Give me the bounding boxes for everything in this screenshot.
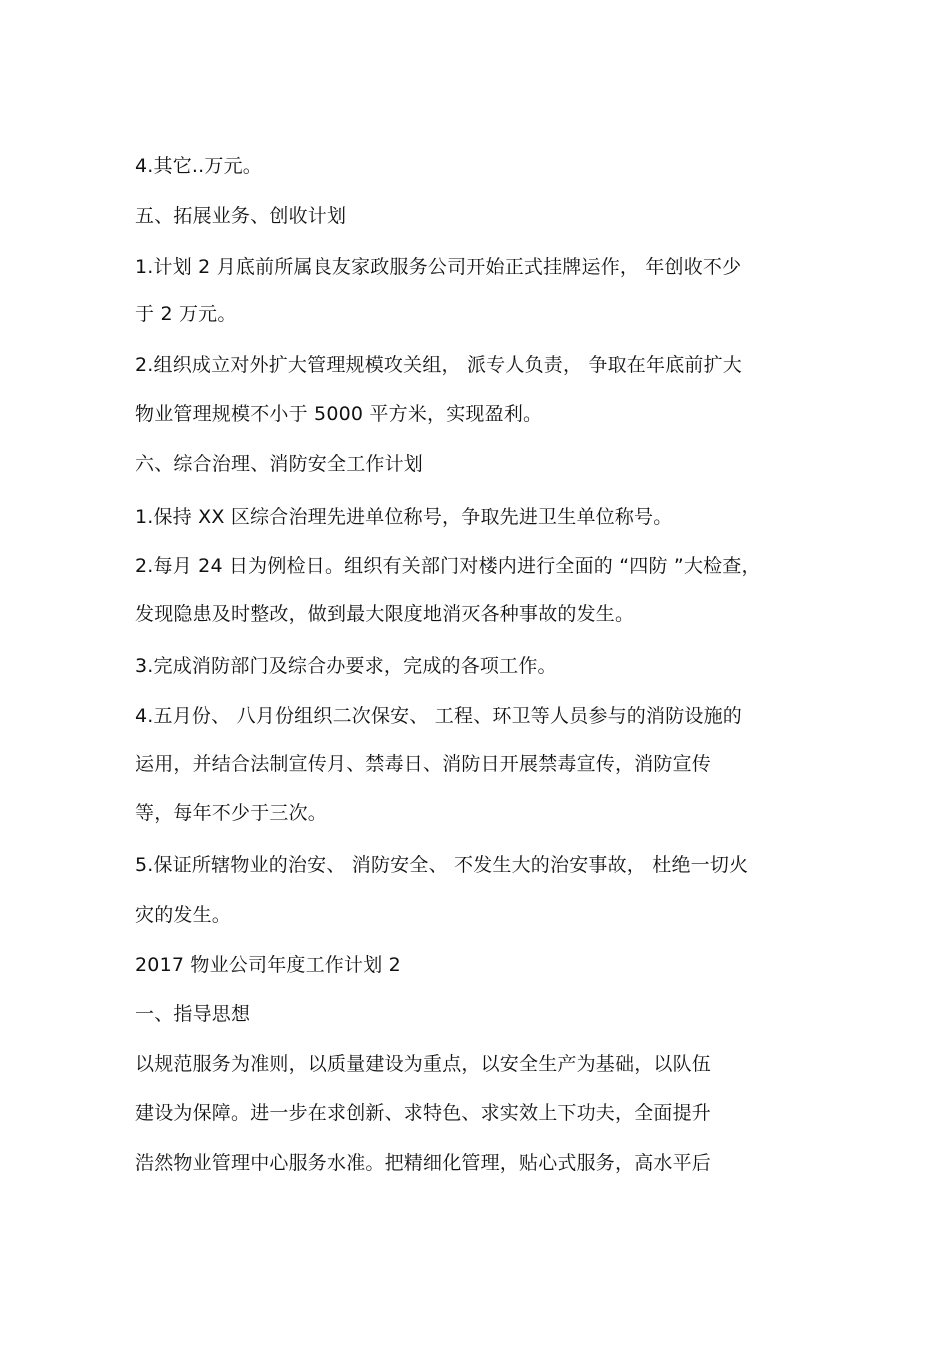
text-line: 物业管理规模不小于 5000 平方米，实现盈利。 <box>135 403 543 425</box>
text-line: 发现隐患及时整改，做到最大限度地消灭各种事故的发生。 <box>135 603 635 625</box>
text-line: 1.计划 2 月底前所属良友家政服务公司开始正式挂牌运作， 年创收不少 <box>135 256 742 278</box>
text-line: 灾的发生。 <box>135 904 232 926</box>
text-line: 浩然物业管理中心服务水准。把精细化管理，贴心式服务，高水平后 <box>135 1152 712 1174</box>
text-line: 4.五月份、 八月份组织二次保安、 工程、环卫等人员参与的消防设施的 <box>135 705 743 727</box>
text-line: 3.完成消防部门及综合办要求，完成的各项工作。 <box>135 655 557 677</box>
section-heading: 六、综合治理、消防安全工作计划 <box>135 453 424 475</box>
document-title: 2017 物业公司年度工作计划 2 <box>135 954 401 976</box>
text-line: 2.组织成立对外扩大管理规模攻关组， 派专人负责， 争取在年底前扩大 <box>135 354 743 376</box>
text-line: 1.保持 XX 区综合治理先进单位称号，争取先进卫生单位称号。 <box>135 506 673 528</box>
text-line: 等，每年不少于三次。 <box>135 802 328 824</box>
text-line: 4.其它..万元。 <box>135 155 263 177</box>
text-line: 于 2 万元。 <box>135 303 237 325</box>
section-heading: 一、指导思想 <box>135 1003 251 1025</box>
section-heading: 五、拓展业务、创收计划 <box>135 205 347 227</box>
text-line: 2.每月 24 日为例检日。组织有关部门对楼内进行全面的 “四防 ”大检查， <box>135 555 761 577</box>
text-line: 运用，并结合法制宣传月、禁毒日、消防日开展禁毒宣传，消防宣传 <box>135 753 712 775</box>
text-line: 5.保证所辖物业的治安、 消防安全、 不发生大的治安事故， 杜绝一切火 <box>135 854 749 876</box>
text-line: 建设为保障。进一步在求创新、求特色、求实效上下功夫，全面提升 <box>135 1102 712 1124</box>
text-line: 以规范服务为准则，以质量建设为重点，以安全生产为基础，以队伍 <box>135 1053 712 1075</box>
